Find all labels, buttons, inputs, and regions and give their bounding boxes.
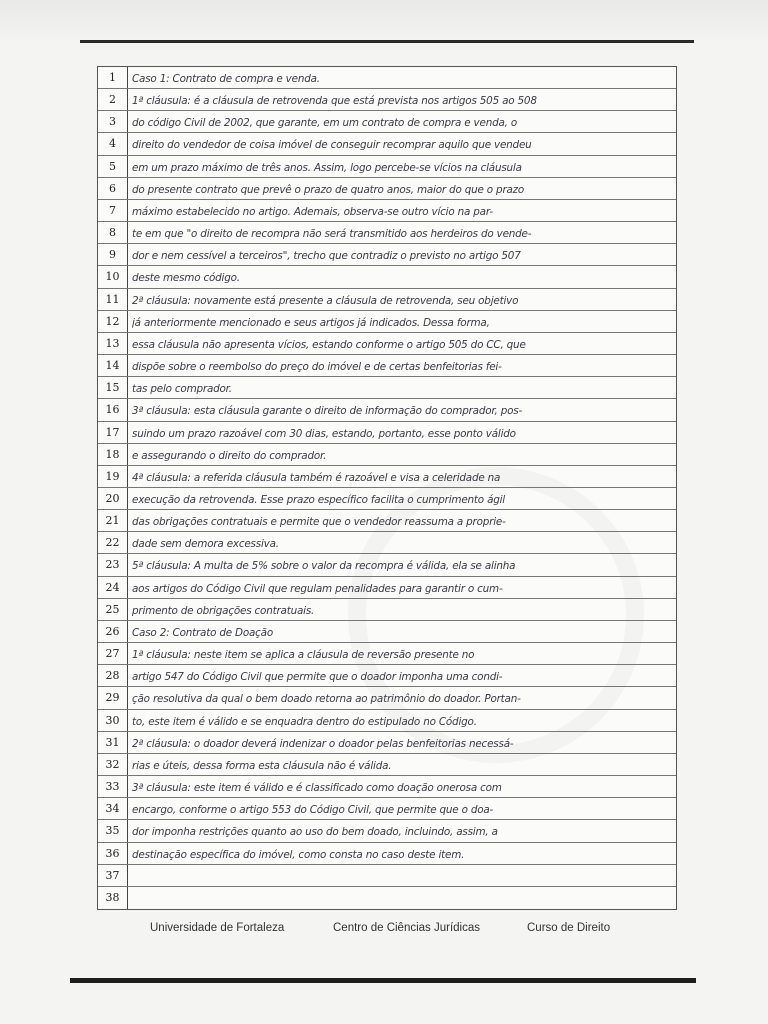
line-number: 23 <box>105 558 120 572</box>
sheet-line <box>98 798 676 820</box>
footer-university: Universidade de Fortaleza <box>150 922 285 934</box>
line-number: 38 <box>105 890 120 904</box>
handwritten-line-text: em um prazo máximo de três anos. Assim, logo percebe-se vícios na cláusula <box>132 161 522 174</box>
sheet-line <box>98 111 676 133</box>
sheet-line <box>98 244 676 266</box>
line-number: 10 <box>105 270 120 284</box>
line-number: 3 <box>109 115 116 129</box>
sheet-line <box>98 665 676 687</box>
line-number: 22 <box>105 536 120 550</box>
sheet-line <box>98 554 676 576</box>
line-number: 36 <box>105 846 120 860</box>
line-number: 28 <box>105 669 120 683</box>
sheet-line <box>98 67 676 89</box>
line-number: 2 <box>109 93 116 107</box>
handwritten-line-text: primento de obrigações contratuais. <box>132 604 315 617</box>
sheet-line <box>98 643 676 665</box>
page-bottom-edge <box>70 978 696 983</box>
line-number: 12 <box>105 314 120 328</box>
line-number: 9 <box>109 248 116 262</box>
line-number: 37 <box>105 868 120 882</box>
handwritten-line-text: te em que "o direito de recompra não será transmitido aos herdeiros do vende- <box>132 228 532 241</box>
sheet-line <box>98 444 676 466</box>
handwritten-line-text: máximo estabelecido no artigo. Ademais, observa-se outro vício na par- <box>132 205 493 218</box>
handwritten-line-text: rias e úteis, dessa forma esta cláusula não é válida. <box>132 759 392 772</box>
handwritten-line-text: artigo 547 do Código Civil que permite que o doador imponha uma condi- <box>132 671 503 684</box>
line-number: 24 <box>105 580 120 594</box>
sheet-line <box>98 200 676 222</box>
sheet-line <box>98 466 676 488</box>
line-number: 18 <box>105 447 120 461</box>
page-top-edge <box>80 40 694 43</box>
line-number: 8 <box>109 226 116 240</box>
sheet-line <box>98 532 676 554</box>
handwritten-line-text: 1ª cláusula: é a cláusula de retrovenda que está prevista nos artigos 505 ao 508 <box>132 95 537 108</box>
sheet-line <box>98 333 676 355</box>
line-number: 7 <box>109 203 116 217</box>
handwritten-line-text: dade sem demora excessiva. <box>132 538 279 551</box>
line-number: 30 <box>105 713 120 727</box>
sheet-line <box>98 422 676 444</box>
sheet-line <box>98 887 676 909</box>
sheet-line <box>98 776 676 798</box>
handwritten-line-text: Caso 2: Contrato de Doação <box>132 626 274 639</box>
handwritten-line-text: 3ª cláusula: esta cláusula garante o direito de informação do comprador, pos- <box>132 405 523 418</box>
handwritten-line-text: 2ª cláusula: novamente está presente a cláusula de retrovenda, seu objetivo <box>132 294 519 307</box>
line-number: 6 <box>109 181 116 195</box>
handwritten-line-text <box>132 865 672 886</box>
handwritten-line-text: encargo, conforme o artigo 553 do Código Civil, que permite que o doa- <box>132 804 494 817</box>
sheet-line <box>98 621 676 643</box>
line-number: 29 <box>105 691 120 705</box>
sheet-footer <box>150 922 630 940</box>
line-number: 31 <box>105 735 120 749</box>
line-number: 1 <box>109 71 116 84</box>
line-number: 11 <box>105 292 120 306</box>
sheet-line <box>98 178 676 200</box>
handwritten-line-text: já anteriormente mencionado e seus artigos já indicados. Dessa forma, <box>132 316 490 329</box>
sheet-line <box>98 577 676 599</box>
sheet-line <box>98 311 676 333</box>
handwritten-line-text: do código Civil de 2002, que garante, em um contrato de compra e venda, o <box>132 117 518 130</box>
handwritten-line-text: aos artigos do Código Civil que regulam penalidades para garantir o cum- <box>132 582 503 595</box>
footer-center: Centro de Ciências Jurídicas <box>333 922 481 934</box>
sheet-line <box>98 865 676 887</box>
line-number: 27 <box>105 647 120 661</box>
sheet-line <box>98 222 676 244</box>
handwritten-line-text: 4ª cláusula: a referida cláusula também é razoável e visa a celeridade na <box>132 471 501 484</box>
handwritten-line-text: das obrigações contratuais e permite que o vendedor reassuma a proprie- <box>132 516 506 529</box>
sheet-line <box>98 820 676 842</box>
handwritten-line-text: 3ª cláusula: este item é válido e é classificado como doação onerosa com <box>132 782 502 795</box>
line-number: 16 <box>105 403 120 417</box>
lined-answer-sheet <box>97 66 677 910</box>
sheet-line <box>98 843 676 865</box>
sheet-line <box>98 355 676 377</box>
line-number: 26 <box>105 624 120 638</box>
line-number: 13 <box>105 336 120 350</box>
line-number: 17 <box>105 425 120 439</box>
sheet-line <box>98 89 676 111</box>
scan-top-shadow <box>0 0 768 44</box>
handwritten-line-text: suindo um prazo razoável com 30 dias, estando, portanto, esse ponto válido <box>132 427 516 440</box>
handwritten-line-text: tas pelo comprador. <box>132 383 232 396</box>
handwritten-line-text: execução da retrovenda. Esse prazo específico facilita o cumprimento ágil <box>132 494 505 506</box>
line-number: 25 <box>105 602 120 616</box>
footer-course: Curso de Direito <box>527 922 611 934</box>
line-number: 35 <box>105 824 120 838</box>
sheet-line <box>98 156 676 178</box>
handwritten-line-text: 5ª cláusula: A multa de 5% sobre o valor da recompra é válida, ela se alinha <box>132 560 516 573</box>
line-number: 5 <box>109 159 116 173</box>
sheet-line <box>98 754 676 776</box>
sheet-line <box>98 133 676 155</box>
handwritten-line-text: to, este item é válido e se enquadra dentro do estipulado no Código. <box>132 715 477 728</box>
line-number: 20 <box>105 492 120 505</box>
sheet-line <box>98 488 676 510</box>
line-number: 14 <box>105 359 120 373</box>
line-number: 15 <box>105 381 120 395</box>
sheet-line <box>98 510 676 532</box>
line-number: 34 <box>105 802 120 816</box>
handwritten-line-text: 2ª cláusula: o doador deverá indenizar o doador pelas benfeitorias necessá- <box>132 737 514 750</box>
handwritten-line-text: deste mesmo código. <box>132 272 240 285</box>
line-number: 21 <box>105 514 120 528</box>
sheet-line <box>98 399 676 421</box>
handwritten-line-text: dor imponha restrições quanto ao uso do bem doado, incluindo, assim, a <box>132 826 498 839</box>
line-number: 32 <box>105 757 120 771</box>
sheet-line <box>98 710 676 732</box>
handwritten-line-text: dispõe sobre o reembolso do preço do imóvel e de certas benfeitorias fei- <box>132 361 502 374</box>
handwritten-line-text: destinação específica do imóvel, como consta no caso deste item. <box>132 848 465 861</box>
handwritten-line-text: direito do vendedor de coisa imóvel de conseguir recomprar aquilo que vendeu <box>132 139 532 152</box>
line-number: 33 <box>105 780 120 794</box>
sheet-line <box>98 687 676 709</box>
sheet-line <box>98 732 676 754</box>
handwritten-line-text: do presente contrato que prevê o prazo de quatro anos, maior do que o prazo <box>132 183 525 196</box>
handwritten-line-text <box>132 887 672 909</box>
handwritten-line-text: Caso 1: Contrato de compra e venda. <box>132 73 320 85</box>
line-number: 4 <box>109 137 116 151</box>
handwritten-line-text: e assegurando o direito do comprador. <box>132 449 327 462</box>
handwritten-line-text: 1ª cláusula: neste item se aplica a cláusula de reversão presente no <box>132 649 475 662</box>
handwritten-line-text: essa cláusula não apresenta vícios, estando conforme o artigo 505 do CC, que <box>132 338 526 351</box>
line-number: 19 <box>105 469 120 483</box>
sheet-line <box>98 266 676 288</box>
sheet-line <box>98 289 676 311</box>
handwritten-line-text: dor e nem cessível a terceiros", trecho que contradiz o previsto no artigo 507 <box>132 250 521 263</box>
sheet-line <box>98 599 676 621</box>
sheet-line <box>98 377 676 399</box>
handwritten-line-text: ção resolutiva da qual o bem doado retorna ao patrimônio do doador. Portan- <box>132 693 521 706</box>
